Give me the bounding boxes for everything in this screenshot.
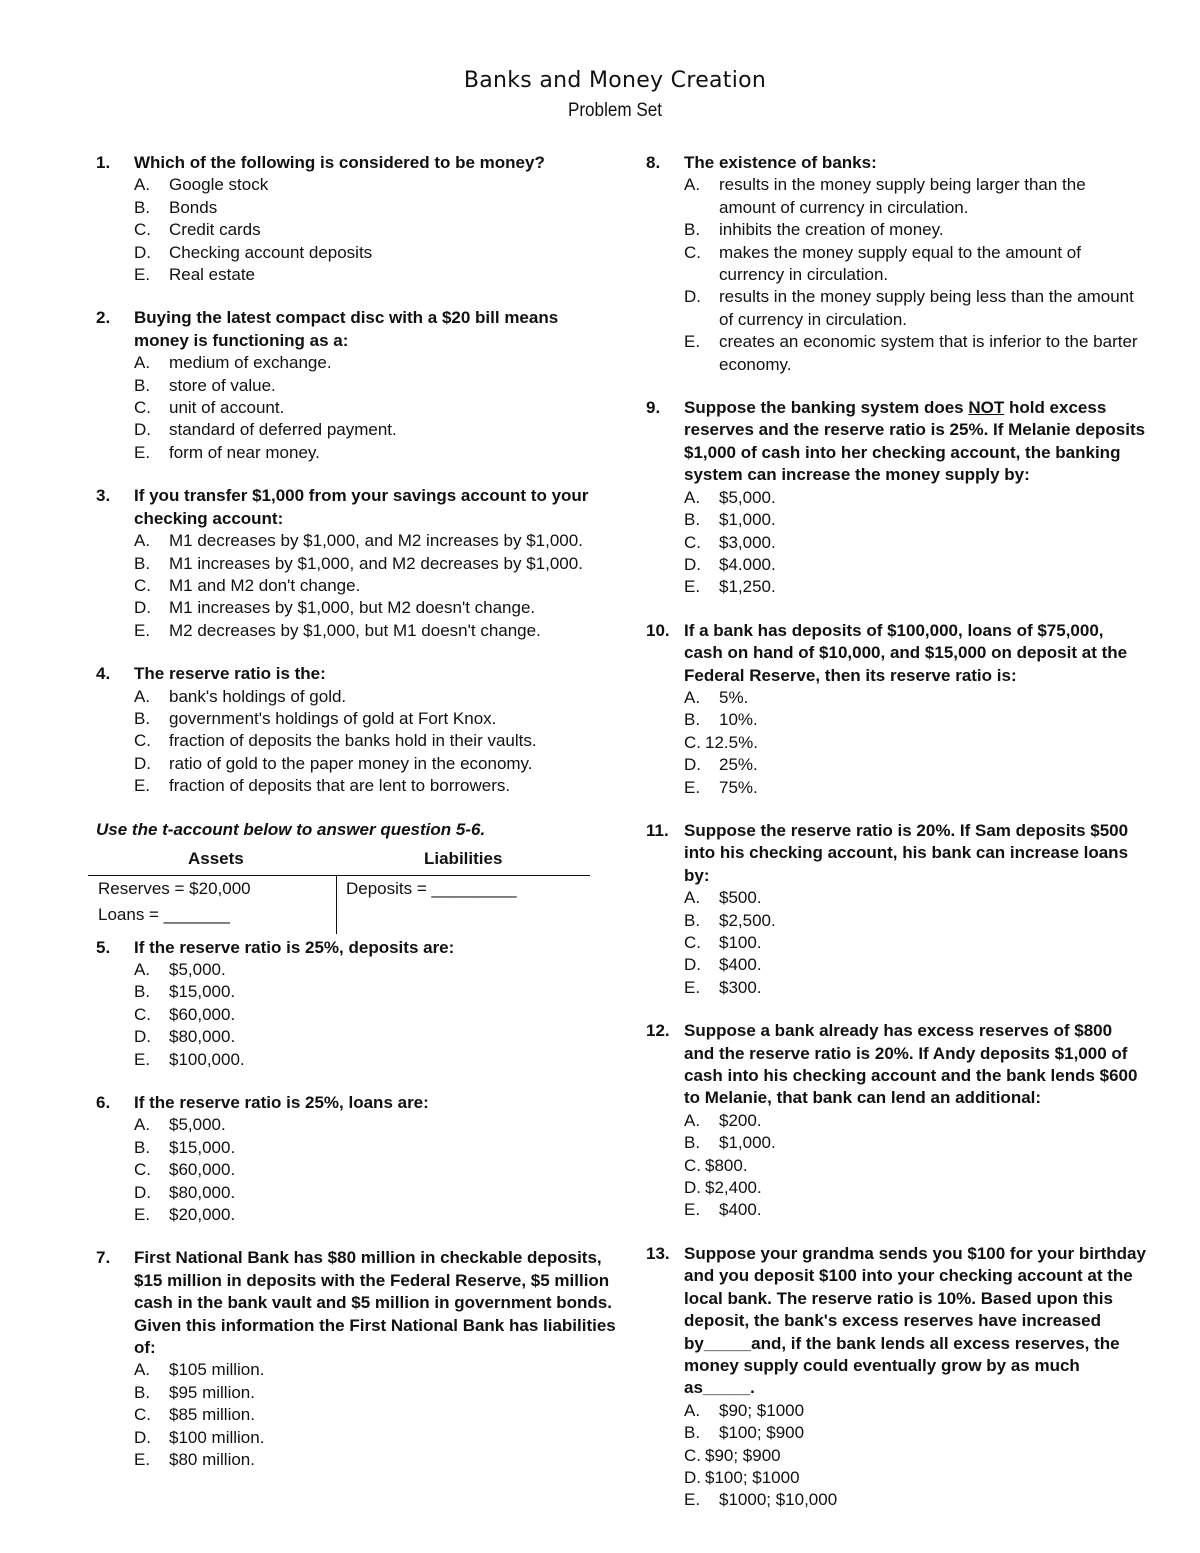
option-b: B. $15,000. (134, 1137, 236, 1157)
options-list (646, 1400, 1146, 1512)
option-c: C. M1 and M2 don't change. (134, 575, 361, 595)
option-a: A. $5,000. (134, 959, 226, 979)
option-e: E. creates an economic system that is inferior to the barter economy. (684, 332, 1138, 374)
option-d: D. 25%. (684, 755, 758, 775)
option-c: C. Credit cards (134, 220, 261, 240)
options-list (96, 530, 616, 642)
option-e: E. fraction of deposits that are lent to borrowers. (134, 776, 511, 796)
option-a: A. $200. (684, 1110, 762, 1130)
question-number: 6. (96, 1093, 111, 1112)
question-number: 1. (96, 153, 111, 172)
question-text: If a bank has deposits of $100,000, loans of $75,000, cash on hand of $10,000, and $15,000 on deposit at the Federal Reserve, then its reserve ratio is: (684, 620, 1128, 685)
option-b: B. store of value. (134, 375, 276, 395)
option-b: B. $1,000. (684, 510, 776, 530)
question-text: If the reserve ratio is 25%, loans are: (134, 1093, 429, 1112)
option-a: A. $500. (684, 888, 762, 908)
option-d: D. $400. (684, 955, 762, 975)
option-a: A. results in the money supply being larger than the amount of currency in circulation. (684, 175, 1086, 217)
question-4 (96, 663, 616, 797)
option-b: B. inhibits the creation of money. (684, 220, 944, 240)
option-e: E. $80 million. (134, 1450, 255, 1470)
question-number: 5. (96, 937, 111, 957)
question-number: 13. (646, 1243, 670, 1263)
option-c: C. $90; $900 (684, 1445, 781, 1465)
option-a: A. Google stock (134, 175, 269, 195)
question-7 (96, 1247, 616, 1471)
option-d: D. $2,400. (684, 1178, 762, 1198)
option-b: B. Bonds (134, 197, 218, 217)
question-text: The existence of banks: (684, 153, 877, 172)
right-column (646, 152, 1146, 1512)
question-text: Suppose the banking system does NOT hold excess reserves and the reserve ratio is 25%. If Melanie deposits $1,000 of cash into her checking account, the banking system can increase the money supply by: (684, 398, 1146, 485)
option-d: D. $80,000. (134, 1027, 236, 1047)
question-number: 12. (646, 1021, 670, 1041)
left-column (96, 152, 616, 1472)
document-subtitle: Problem Set (567, 100, 663, 121)
options-list (96, 959, 616, 1071)
option-a: A. 5%. (684, 687, 749, 707)
question-9 (646, 397, 1146, 599)
option-e: E. Real estate (134, 265, 255, 285)
option-d: D. results in the money supply being less than the amount of currency in circulation. (684, 287, 1134, 329)
question-11 (646, 820, 1146, 999)
loans-entry: Loans = _______ (98, 904, 230, 924)
option-d: D. ratio of gold to the paper money in the economy. (134, 753, 533, 773)
option-e: E. $100,000. (134, 1049, 245, 1069)
question-text: First National Bank has $80 million in checkable deposits, $15 million in deposits with the Federal Reserve, $5 million cash in the bank vault and $5 million in government bonds. Given this information the First National Bank has liabilities of: (134, 1248, 616, 1358)
question-6 (96, 1092, 616, 1226)
option-c: C. $100. (684, 933, 762, 952)
question-number: 11. (646, 820, 669, 840)
question-text: Which of the following is considered to be money? (134, 153, 545, 172)
option-e: E. $1,250. (684, 577, 776, 597)
option-e: E. form of near money. (134, 442, 320, 462)
options-list (646, 887, 1146, 999)
reserves-entry: Reserves = $20,000 (98, 878, 251, 898)
question-13 (646, 1243, 1146, 1512)
option-a: A. $5,000. (684, 487, 776, 507)
option-b: B. $95 million. (134, 1382, 255, 1402)
question-1 (96, 152, 616, 286)
taccount-instruction: Use the t-account below to answer question 5-6. (96, 819, 486, 839)
liabilities-header: Liabilities (424, 848, 503, 868)
option-d: D. standard of deferred payment. (134, 420, 397, 440)
option-a: A. $5,000. (134, 1115, 226, 1135)
question-5 (96, 937, 616, 1071)
option-b: B. $15,000. (134, 982, 236, 1002)
options-list (646, 687, 1146, 799)
option-a: A. $90; $1000 (684, 1400, 805, 1420)
option-d: D. $80,000. (134, 1182, 236, 1202)
option-d: D. Checking account deposits (134, 242, 373, 262)
option-b: B. $100; $900 (684, 1423, 805, 1443)
option-c: C. fraction of deposits the banks hold in their vaults. (134, 731, 537, 751)
option-c: C. unit of account. (134, 398, 285, 418)
options-list (646, 487, 1146, 599)
question-text: Suppose a bank already has excess reserves of $800 and the reserve ratio is 20%. If Andy deposits $1,000 of cash into his checking account and the bank lends $600 to Melanie, that bank can lend an additional: (684, 1021, 1138, 1108)
question-number: 8. (646, 153, 661, 172)
question-number: 7. (96, 1248, 111, 1268)
options-list (96, 686, 616, 798)
option-d: D. $100 million. (134, 1427, 265, 1447)
options-list (96, 174, 616, 286)
question-number: 9. (646, 398, 661, 418)
option-b: B. M1 increases by $1,000, and M2 decreases by $1,000. (134, 553, 583, 573)
question-text: Suppose the reserve ratio is 20%. If Sam deposits $500 into his checking account, his bank can increase loans by: (684, 820, 1129, 885)
question-12 (646, 1020, 1146, 1222)
option-b: B. 10%. (684, 710, 758, 730)
option-a: A. $105 million. (134, 1360, 265, 1380)
t-account-horizontal-rule (88, 875, 590, 876)
option-c: C. $60,000. (134, 1160, 236, 1180)
option-e: E. 75%. (684, 777, 758, 797)
options-list (96, 1114, 616, 1226)
options-list (96, 1359, 616, 1471)
question-text: If you transfer $1,000 from your savings account to your checking account: (134, 486, 589, 528)
t-account-vertical-rule (336, 876, 337, 934)
question-10 (646, 620, 1146, 799)
option-e: E. $300. (684, 977, 762, 997)
assets-header: Assets (188, 848, 244, 868)
question-3 (96, 485, 616, 642)
option-c: C. 12.5%. (684, 732, 758, 752)
option-c: C. makes the money supply equal to the amount of currency in circulation. (684, 242, 1081, 285)
option-c: C. $60,000. (134, 1004, 236, 1024)
question-2 (96, 307, 616, 464)
option-b: B. $1,000. (684, 1133, 776, 1153)
option-b: B. government's holdings of gold at Fort Knox. (134, 708, 497, 728)
options-list (646, 174, 1146, 376)
t-account (88, 849, 590, 937)
emphasis-not: NOT (968, 398, 1005, 418)
option-e: E. $400. (684, 1200, 762, 1220)
question-number: 3. (96, 486, 111, 506)
deposits-entry: Deposits = _________ (346, 878, 517, 898)
question-text: Suppose your grandma sends you $100 for your birthday and you deposit $100 into your checking account at the local bank. The reserve ratio is 10%. Based upon this deposit, the bank's excess reserves have increased by_____and, if the bank lends all excess reserves, the money supply could eventually grow by as much as_____. (684, 1243, 1146, 1398)
question-text: If the reserve ratio is 25%, deposits are: (134, 937, 455, 957)
options-list (646, 1110, 1146, 1222)
question-number: 10. (646, 620, 670, 640)
options-list (96, 352, 616, 464)
document-title: Banks and Money Creation (463, 68, 767, 93)
option-a: A. bank's holdings of gold. (134, 686, 347, 706)
option-c: C. $85 million. (134, 1405, 255, 1425)
option-c: C. $800. (684, 1155, 748, 1175)
option-a: A. medium of exchange. (134, 353, 332, 373)
question-text: The reserve ratio is the: (134, 664, 326, 684)
question-number: 2. (96, 308, 111, 328)
option-e: E. $20,000. (134, 1205, 236, 1225)
option-e: E. M2 decreases by $1,000, but M1 doesn't change. (134, 620, 541, 640)
question-8 (646, 152, 1146, 376)
option-d: D. $100; $1000 (684, 1467, 800, 1487)
option-d: D. $4.000. (684, 554, 776, 574)
option-c: C. $3,000. (684, 532, 776, 552)
option-e: E. $1000; $10,000 (684, 1490, 838, 1510)
option-d: D. M1 increases by $1,000, but M2 doesn't change. (134, 598, 536, 618)
question-number: 4. (96, 664, 111, 684)
option-a: A. M1 decreases by $1,000, and M2 increases by $1,000. (134, 531, 583, 551)
option-b: B. $2,500. (684, 910, 776, 930)
question-text: Buying the latest compact disc with a $20 bill means money is functioning as a: (134, 308, 559, 350)
